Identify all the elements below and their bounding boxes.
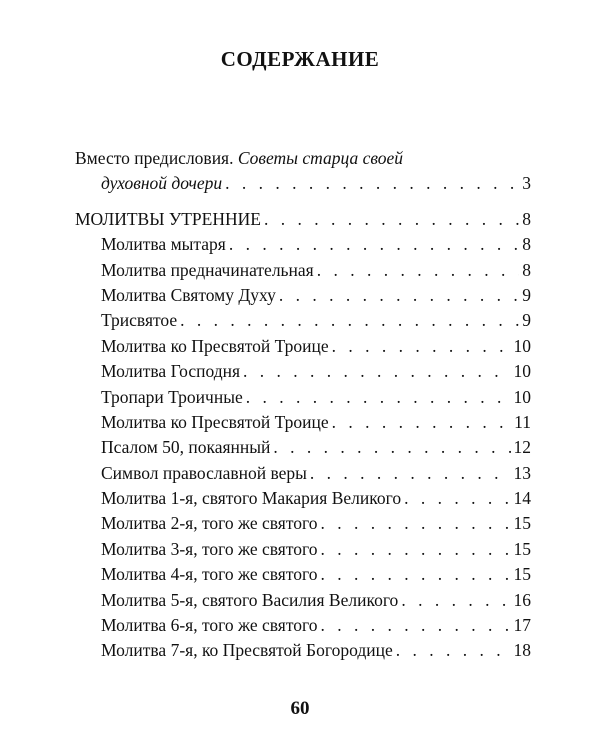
page-ref: 15: [513, 513, 531, 534]
toc-entry-intro-cont: [75, 171, 531, 196]
entry-label: Молитва предначинательная: [101, 259, 314, 280]
section-label: МОЛИТВЫ УТРЕННИЕ: [75, 208, 261, 229]
leader-dots: [404, 486, 510, 511]
toc-entry: [75, 638, 531, 663]
page-ref: 10: [513, 361, 531, 382]
page-ref: 18: [513, 640, 531, 661]
page-ref: 3: [522, 173, 531, 194]
leader-dots: [273, 435, 510, 460]
leader-dots: [321, 613, 511, 638]
page-ref: 11: [514, 411, 531, 432]
page-ref: 9: [522, 310, 531, 331]
page-ref: 8: [522, 208, 531, 229]
entry-label: Молитва 4-я, того же святого: [101, 564, 318, 585]
page-ref: 17: [513, 615, 531, 636]
toc-entries: [75, 232, 531, 664]
leader-dots: [246, 385, 511, 410]
page-ref: 10: [513, 335, 531, 356]
toc-entry: [75, 537, 531, 562]
toc-entry: [75, 511, 531, 536]
leader-dots: [321, 511, 511, 536]
table-of-contents: [75, 146, 531, 664]
intro-italic-1: Советы старца своей: [237, 148, 404, 168]
leader-dots: [229, 232, 519, 257]
page-ref: 15: [513, 564, 531, 585]
entry-label: Молитва 5-я, святого Василия Великого: [101, 589, 399, 610]
entry-label: Молитва Господня: [101, 361, 241, 382]
page-ref: 16: [513, 589, 531, 610]
intro-text: Вместо предисловия.: [75, 148, 238, 168]
entry-label: Молитва 7-я, ко Пресвятой Богородице: [101, 640, 393, 661]
page-ref: 12: [513, 437, 531, 458]
entry-label: Молитва 2-я, того же святого: [101, 513, 318, 534]
toc-entry: [75, 385, 531, 410]
toc-entry: [75, 334, 531, 359]
leader-dots: [243, 359, 510, 384]
toc-section-heading: [75, 207, 531, 232]
leader-dots: [317, 258, 520, 283]
toc-entry: [75, 486, 531, 511]
page-ref: 8: [522, 259, 531, 280]
toc-entry: [75, 308, 531, 333]
entry-label: Тропари Троичные: [101, 386, 243, 407]
entry-label: Символ православной веры: [101, 462, 307, 483]
entry-label: Молитва ко Пресвятой Троице: [101, 411, 329, 432]
toc-entry: [75, 461, 531, 486]
toc-entry: [75, 283, 531, 308]
entry-label: Молитва мытаря: [101, 234, 226, 255]
page-ref: 13: [513, 462, 531, 483]
entry-label: Молитва ко Пресвятой Троице: [101, 335, 329, 356]
entry-label: Молитва 6-я, того же святого: [101, 615, 318, 636]
leader-dots: [332, 410, 511, 435]
leader-dots: [279, 283, 519, 308]
leader-dots: [401, 588, 510, 613]
entry-label: Молитва Святому Духу: [101, 284, 276, 305]
toc-entry: [75, 613, 531, 638]
page-title: СОДЕРЖАНИЕ: [220, 47, 380, 71]
toc-entry: [75, 435, 531, 460]
leader-dots: [310, 461, 511, 486]
leader-dots: [225, 171, 519, 196]
page-ref: 8: [522, 234, 531, 255]
toc-entry: [75, 562, 531, 587]
leader-dots: [396, 638, 511, 663]
page-ref: 10: [513, 386, 531, 407]
leader-dots: [332, 334, 511, 359]
leader-dots: [321, 537, 511, 562]
toc-entry-intro: [75, 146, 531, 171]
leader-dots: [321, 562, 511, 587]
entry-label: Трисвятое: [101, 310, 178, 331]
entry-label: Молитва 1-я, святого Макария Великого: [101, 488, 402, 509]
toc-entry: [75, 258, 531, 283]
toc-entry: [75, 359, 531, 384]
intro-italic-2: духовной дочери: [101, 173, 223, 194]
toc-entry: [75, 232, 531, 257]
page-ref: 14: [513, 488, 531, 509]
entry-label: Псалом 50, покаянный: [101, 437, 271, 458]
page-ref: 9: [522, 284, 531, 305]
toc-entry: [75, 588, 531, 613]
page-ref: 15: [513, 538, 531, 559]
leader-dots: [180, 308, 519, 333]
toc-entry: [75, 410, 531, 435]
page-number: 60: [290, 698, 310, 719]
entry-label: Молитва 3-я, того же святого: [101, 538, 318, 559]
leader-dots: [264, 207, 519, 232]
